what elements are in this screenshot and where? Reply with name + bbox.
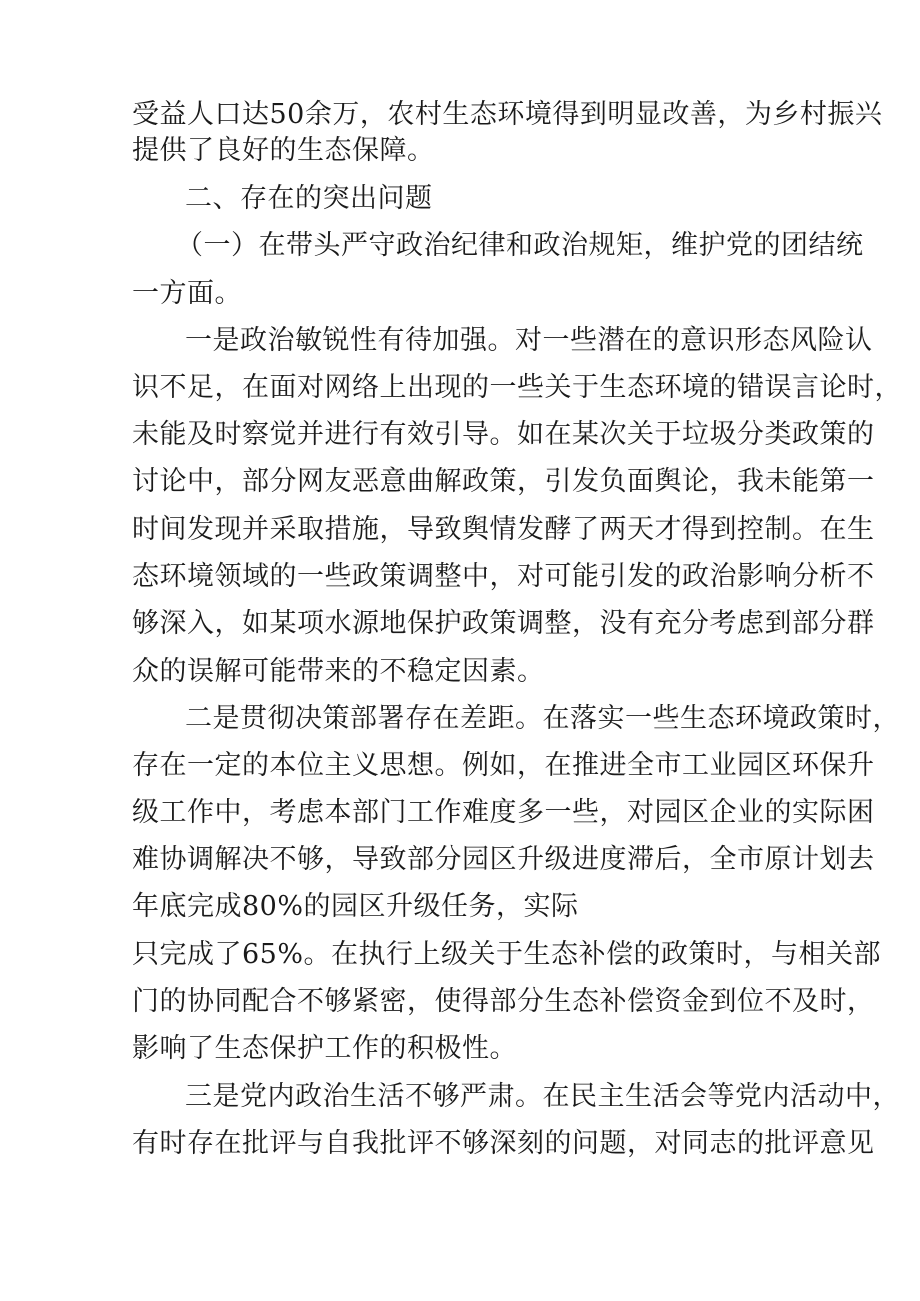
text-line: 影响了生态保护工作的积极性。	[132, 1033, 517, 1064]
text-line: 有时存在批评与自我批评不够深刻的问题，对同志的批评意见	[132, 1128, 875, 1159]
text-line: 未能及时察觉并进行有效引导。如在某次关于垃圾分类政策的	[132, 419, 875, 450]
text-line: 级工作中，考虑本部门工作难度多一些，对园区企业的实际困	[132, 797, 875, 828]
text-line: 受益人口达50余万，农村生态环境得到明显改善，为乡村振兴	[132, 99, 883, 130]
text-line: 提供了良好的生态保障。	[132, 135, 435, 166]
text-line: 识不足，在面对网络上出现的一些关于生态环境的错误言论时，	[132, 372, 902, 403]
text-line: 够深入，如某项水源地保护政策调整，没有充分考虑到部分群	[132, 608, 875, 639]
section-heading: 二、存在的突出问题	[185, 183, 433, 214]
text-line: 存在一定的本位主义思想。例如，在推进全市工业园区环保升	[132, 750, 875, 781]
text-line: 门的协同配合不够紧密，使得部分生态补偿资金到位不及时，	[132, 986, 875, 1017]
text-line: 态环境领域的一些政策调整中，对可能引发的政治影响分析不	[132, 561, 875, 592]
paragraph-start: 三是党内政治生活不够严肃。在民主生活会等党内活动中，	[185, 1081, 900, 1112]
text-line: 时间发现并采取措施，导致舆情发酵了两天才得到控制。在生	[132, 514, 875, 545]
paragraph-start: 二是贯彻决策部署存在差距。在落实一些生态环境政策时，	[185, 703, 900, 734]
text-line: 难协调解决不够，导致部分园区升级进度滞后，全市原计划去	[132, 844, 875, 875]
text-line: 年底完成80%的园区升级任务，实际	[132, 891, 579, 922]
text-line: 只完成了65%。在执行上级关于生态补偿的政策时，与相关部	[132, 939, 882, 970]
text-line: 一方面。	[132, 278, 242, 309]
text-line: 众的误解可能带来的不稳定因素。	[132, 656, 545, 687]
paragraph-start: 一是政治敏锐性有待加强。对一些潜在的意识形态风险认	[185, 325, 873, 356]
subsection-heading: （一）在带头严守政治纪律和政治规矩，维护党的团结统	[176, 230, 864, 261]
text-line: 讨论中，部分网友恶意曲解政策，引发负面舆论，我未能第一	[132, 466, 875, 497]
